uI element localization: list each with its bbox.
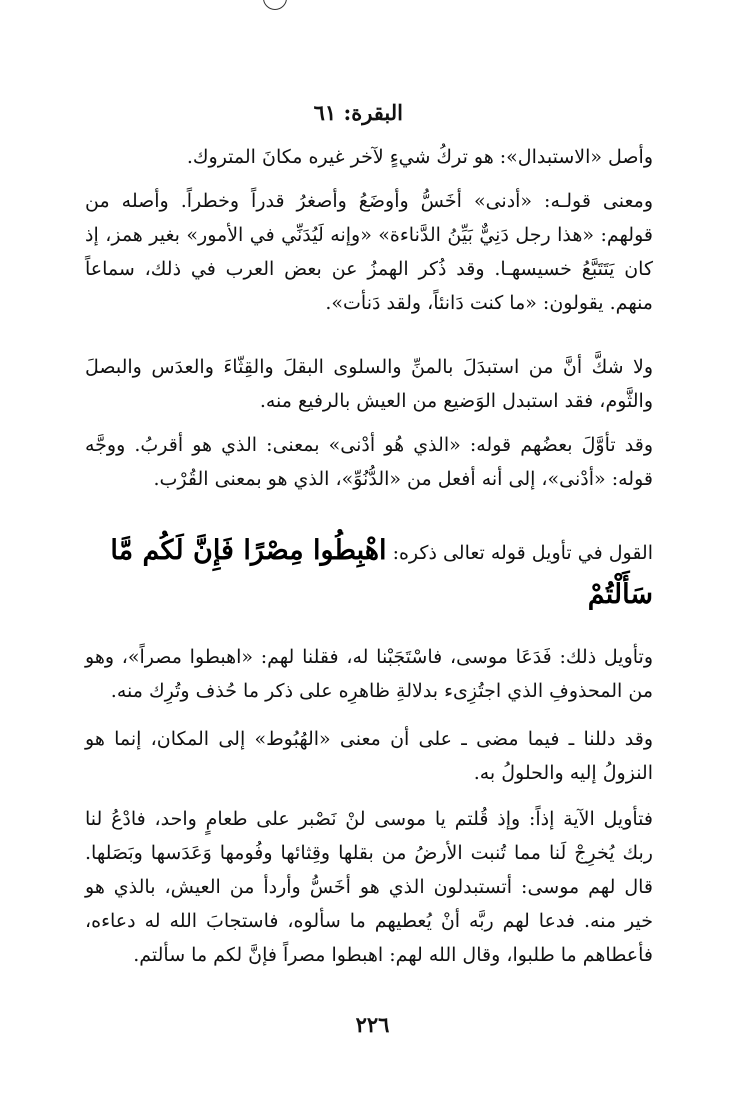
paragraph-text: وأصل «الاستبدال»: هو تركُ شيءٍ لآخر غيره مكانَ المتروك. — [186, 146, 653, 168]
paragraph-tawil-dhalik — [85, 640, 653, 708]
quran-verse: اهْبِطُوا مِصْرًا فَإِنَّ لَكُم مَّا سَأَلْتُمْ — [110, 535, 653, 610]
paragraph-istibdal-example — [85, 350, 653, 418]
page-edge-mark — [263, 0, 287, 10]
paragraph-hubut — [85, 722, 653, 790]
paragraph-text: ولا شكَّ أنَّ من استبدَلَ بالمنِّ والسلوى البقلَ والقِثّاءَ والعدَس والبصلَ والثَّوم، فقد استبدل الوَضيع من العيش بالرفيع منه. — [85, 356, 653, 412]
paragraph-tawil-ayah — [85, 802, 653, 972]
paragraph-tawil — [85, 428, 653, 496]
paragraph-text: وقد تأوَّلَ بعضُهم قوله: «الذي هُو أدْنى» بمعنى: الذي هو أقربُ. ووجَّه قوله: «أدْنى»، إلى أنه أفعل من «الدُّنُوِّ»، الذي هو بمعنى القُرْب. — [85, 434, 653, 490]
page-number: ٢٢٦ — [355, 1012, 390, 1037]
section-heading-prefix: القول في تأويل قوله تعالى ذكره: — [392, 542, 653, 564]
running-head: البقرة: ٦١ — [313, 100, 403, 125]
section-heading — [85, 530, 653, 618]
paragraph-text: وقد دللنا ـ فيما مضى ـ على أن معنى «الهُبُوط» إلى المكان، إنما هو النزولُ إليه والحلولُ به. — [85, 728, 653, 784]
paragraph-istibdal — [85, 140, 653, 174]
paragraph-text: فتأويل الآية إذاً: وإذ قُلتم يا موسى لنْ نَصْبر على طعامٍ واحد، فادْعُ لنا ربك يُخرِجْ لَنا مما تُنبت الأرضُ من بقلها وقِثائها وفُومها وَعَدَسها وبَصَلها. قال لهم موسى: أتستبدلون الذي هو أخَسُّ وأردأ من العيش، بالذي هو خير منه. فدعا لهم ربَّه أنْ يُعطيهم ما سألوه، فاستجابَ الله له دعاءه، فأعطاهم ما طلبوا، وقال الله لهم: اهبطوا مصراً فإنَّ لكم ما سألتم. — [85, 808, 654, 966]
paragraph-text: ومعنى قولـه: «أدنى» أخَسُّ وأوضَعُ وأصغرُ قدراً وخطراً. وأصله من قولهم: «هذا رجل دَنِيٌّ بَيِّنُ الدَّناءة» «وإنه لَيُدَنِّي في الأمور» بغير همز، إذ كان يَتَتَبَّعُ خسيسهـا. وقد ذُكر الهمزُ عن بعض العرب في ذلك، سماعاً منهم. يقولون: «ما كنت دَانئاً، ولقد دَنأت». — [85, 190, 653, 314]
paragraph-adna-meaning — [85, 184, 653, 320]
paragraph-text: وتأويل ذلك: فَدَعَا موسى، فاسْتَجَبْنا له، فقلنا لهم: «اهبطوا مصراً»، وهو من المحذوفِ الذي اجتُزِىء بدلالةِ ظاهرِه على ذكر ما حُذف وتُرِك منه. — [85, 646, 654, 702]
